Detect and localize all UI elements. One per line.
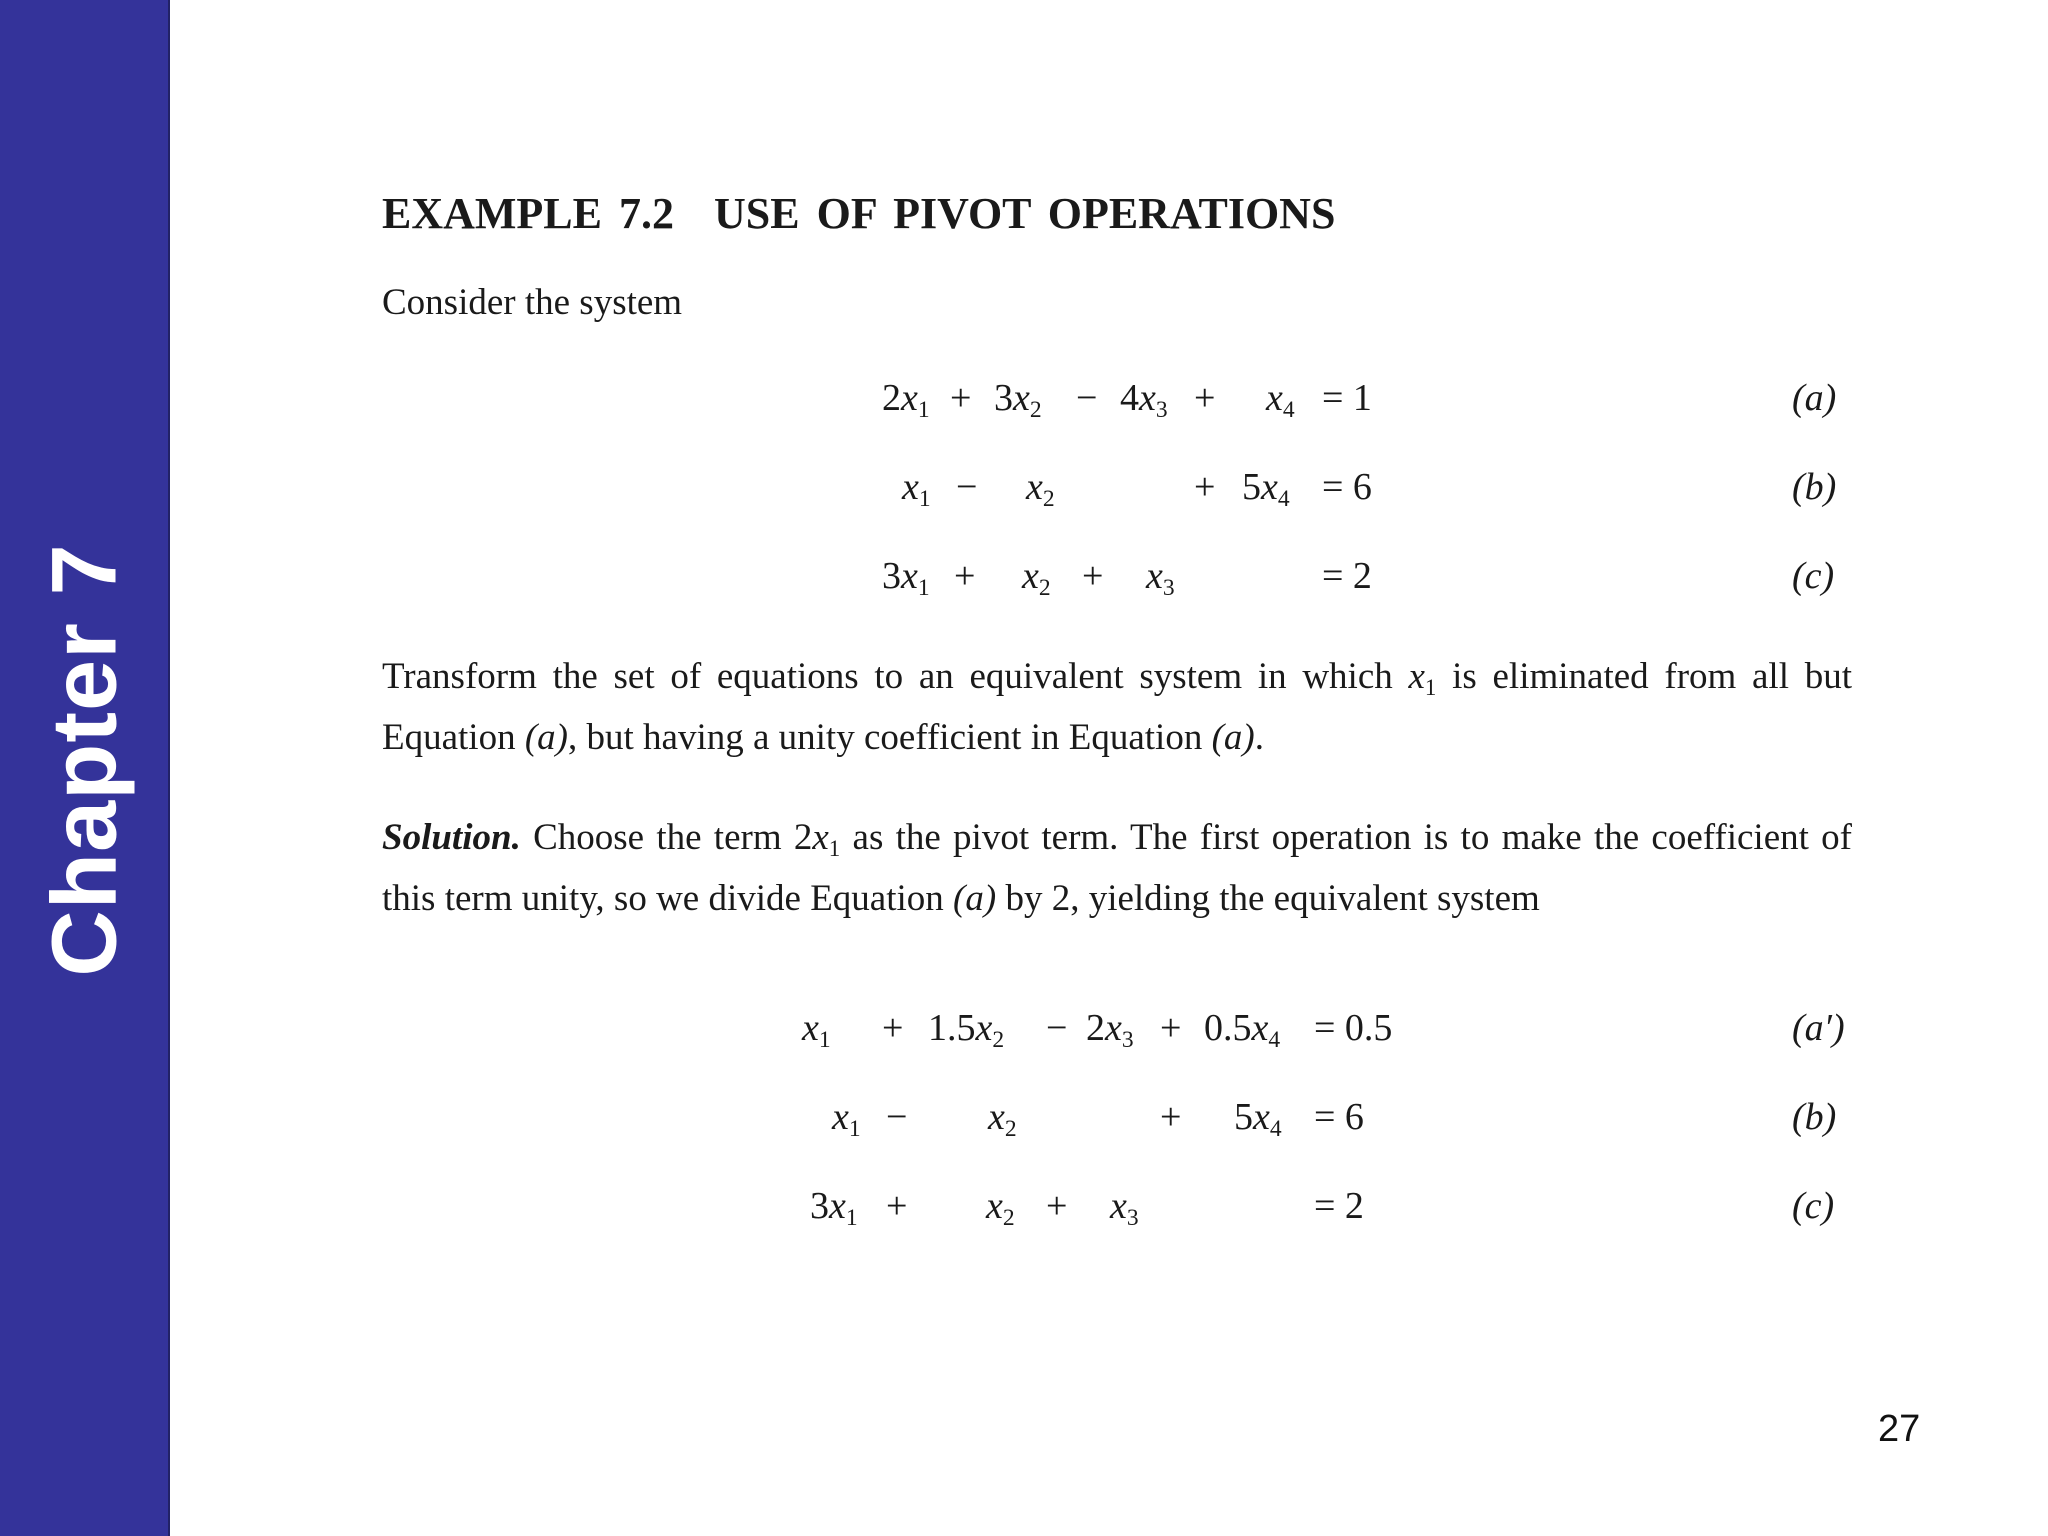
equation-c: $3x_1$ + $x_2$ + $x_3$ = 2 (c) bbox=[382, 546, 1862, 606]
page-number: 27 bbox=[1878, 1408, 1921, 1450]
equation-b-second: $x_1$ − $x_2$ + $5x_4$ = 6 (b) bbox=[382, 1087, 1862, 1147]
example-heading: USE OF PIVOT OPERATIONS bbox=[714, 189, 1336, 238]
equation-tag: (a′) bbox=[1792, 1007, 1845, 1049]
solution-paragraph: Solution. Choose the term $2x_1$ as the pivot term. The first operation is to make the coefficient of this term unity, so we divide Equation (a) by 2, yielding the equivalent system bbox=[382, 817, 1852, 919]
chapter-sidebar bbox=[0, 0, 170, 1536]
task-paragraph: Transform the set of equations to an equivalent system in which $x_1$ is eliminated from all but Equation (a), but having a unity coefficient in Equation (a). bbox=[382, 656, 1852, 758]
equation-a: $2x_1$ + $3x_2$ − $4x_3$ + $x_4$ = 1 (a) bbox=[382, 368, 1862, 428]
equation-c-second: $3x_1$ + $x_2$ + $x_3$ = 2 (c) bbox=[382, 1176, 1862, 1236]
intro-text: Consider the system bbox=[382, 282, 683, 323]
slide-content bbox=[382, 0, 1862, 1536]
equation-tag: (b) bbox=[1792, 1096, 1837, 1138]
solution-label: Solution. bbox=[382, 817, 521, 858]
example-title bbox=[382, 188, 1335, 239]
equation-tag: (c) bbox=[1792, 1185, 1835, 1227]
equation-tag: (c) bbox=[1792, 555, 1835, 597]
equation-tag: (a) bbox=[1792, 377, 1837, 419]
equation-tag: (b) bbox=[1792, 466, 1837, 508]
chapter-label: Chapter 7 bbox=[33, 543, 136, 977]
example-number: EXAMPLE 7.2 bbox=[382, 189, 674, 238]
equation-a-prime: $x_1$ + $1.5x_2$ − $2x_3$ + $0.5x_4$ = 0.5 (a′) bbox=[382, 998, 1862, 1058]
equation-b: $x_1$ − $x_2$ + $5x_4$ = 6 (b) bbox=[382, 457, 1862, 517]
